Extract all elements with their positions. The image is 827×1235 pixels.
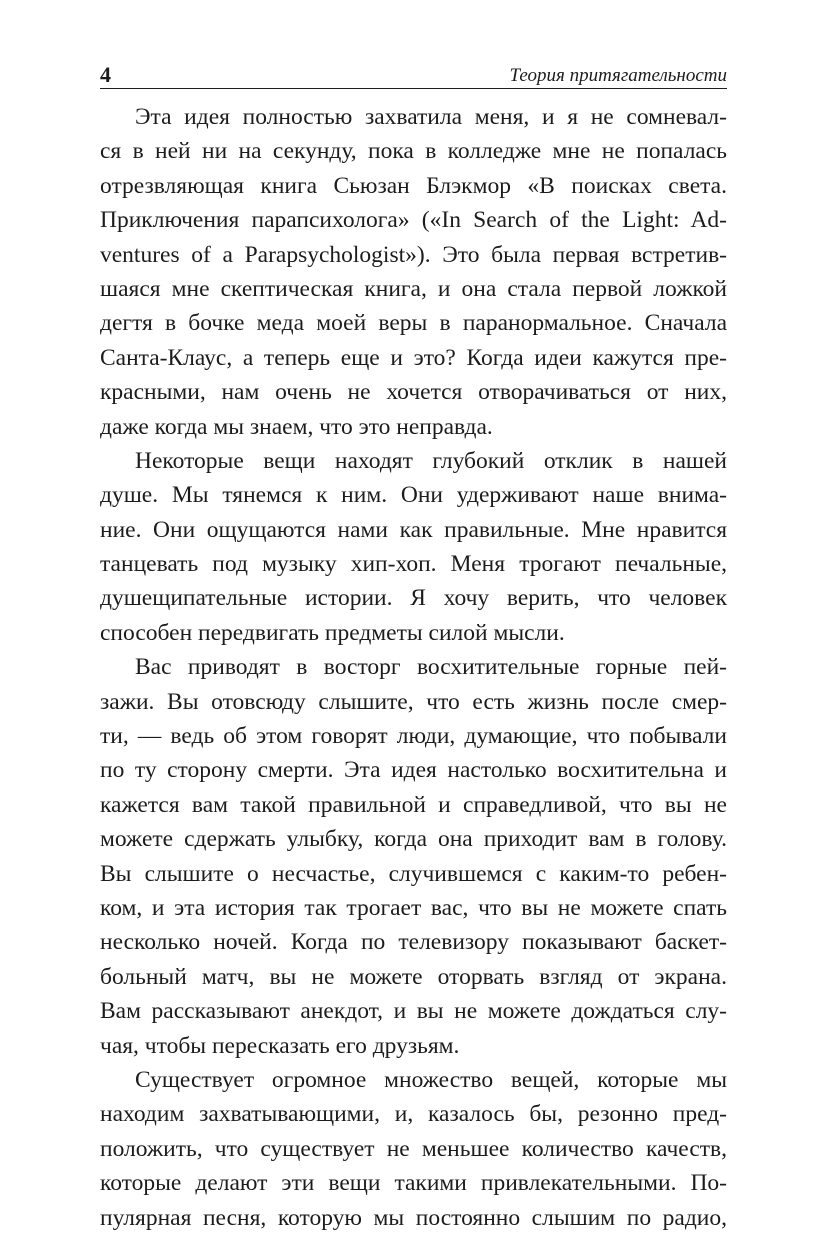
text-line: душе. Мы тянемся к ним. Они удерживают наше внима- [100,482,727,509]
text-line: Санта-Клаус, а теперь еще и это? Когда идеи кажутся пре- [100,344,727,371]
text-line: ти, — ведь об этом говорят люди, думающие, что побывали [100,723,727,750]
text-line: Приключения парапсихолога» («In Search of the Light: Ad- [100,207,727,234]
body-text [100,100,727,1235]
text-line: Вы слышите о несчастье, случившемся с каким-то ребен- [100,860,727,887]
text-line: Эта идея полностью захватила меня, и я не сомневал- [135,104,727,130]
paragraph [100,444,727,650]
running-title: Теория притягательности [509,65,727,86]
text-line: пулярная песня, которую мы постоянно слышим по радио, [100,1204,727,1231]
text-line: Некоторые вещи находят глубокий отклик в нашей [135,447,727,474]
text-line: шаяся мне скептическая книга, и она стала первой ложкой [100,275,727,302]
text-line: способен передвигать предметы силой мысли. [100,619,565,646]
text-line: дегтя в бочке меда моей веры в паранормальное. Сначала [100,310,727,337]
text-line: красными, нам очень не хочется отворачиваться от них, [100,379,727,406]
text-line: кажется вам такой правильной и справедливой, что вы не [100,791,727,818]
text-line: даже когда мы знаем, что это неправда. [100,413,493,440]
paragraph [100,100,727,444]
text-line: чая, чтобы пересказать его друзьям. [100,1032,460,1059]
paragraph [100,650,727,1063]
text-line: отрезвляющая книга Сьюзан Блэкмор «В поисках света. [100,172,727,199]
text-line: ся в ней ни на секунду, пока в колледже мне не попалась [100,138,727,165]
text-line: Вас приводят в восторг восхитительные горные пей- [135,654,727,681]
text-line: по ту сторону смерти. Эта идея настолько восхитительна и [100,757,727,784]
text-line: танцевать под музыку хип-хоп. Меня трогают печальные, [100,551,727,578]
text-line: зажи. Вы отовсюду слышите, что есть жизнь после смер- [100,688,727,715]
text-line: находим захватывающими, и, казалось бы, резонно пред- [100,1101,727,1128]
text-line: которые делают эти вещи такими привлекательными. По- [100,1170,727,1197]
page-number: 4 [100,62,111,87]
text-line: Вам рассказывают анекдот, и вы не можете дождаться слу- [100,998,727,1025]
text-line: несколько ночей. Когда по телевизору показывают баскет- [100,929,727,956]
text-line: положить, что существует не меньшее количество качеств, [100,1135,727,1162]
text-line: душещипательные истории. Я хочу верить, что человек [100,585,727,612]
text-line: ventures of a Parapsychologist»). Это была первая встретив- [100,241,727,268]
text-line: больный матч, вы не можете оторвать взгляд от экрана. [100,963,727,990]
text-line: можете сдержать улыбку, когда она приходит вам в голову. [100,826,727,853]
running-header [100,64,727,89]
text-line: ние. Они ощущаются нами как правильные. Мне нравится [100,516,727,543]
text-line: Существует огромное множество вещей, которые мы [135,1066,727,1093]
text-line: ком, и эта история так трогает вас, что вы не можете спать [100,894,727,921]
paragraph [100,1063,727,1235]
